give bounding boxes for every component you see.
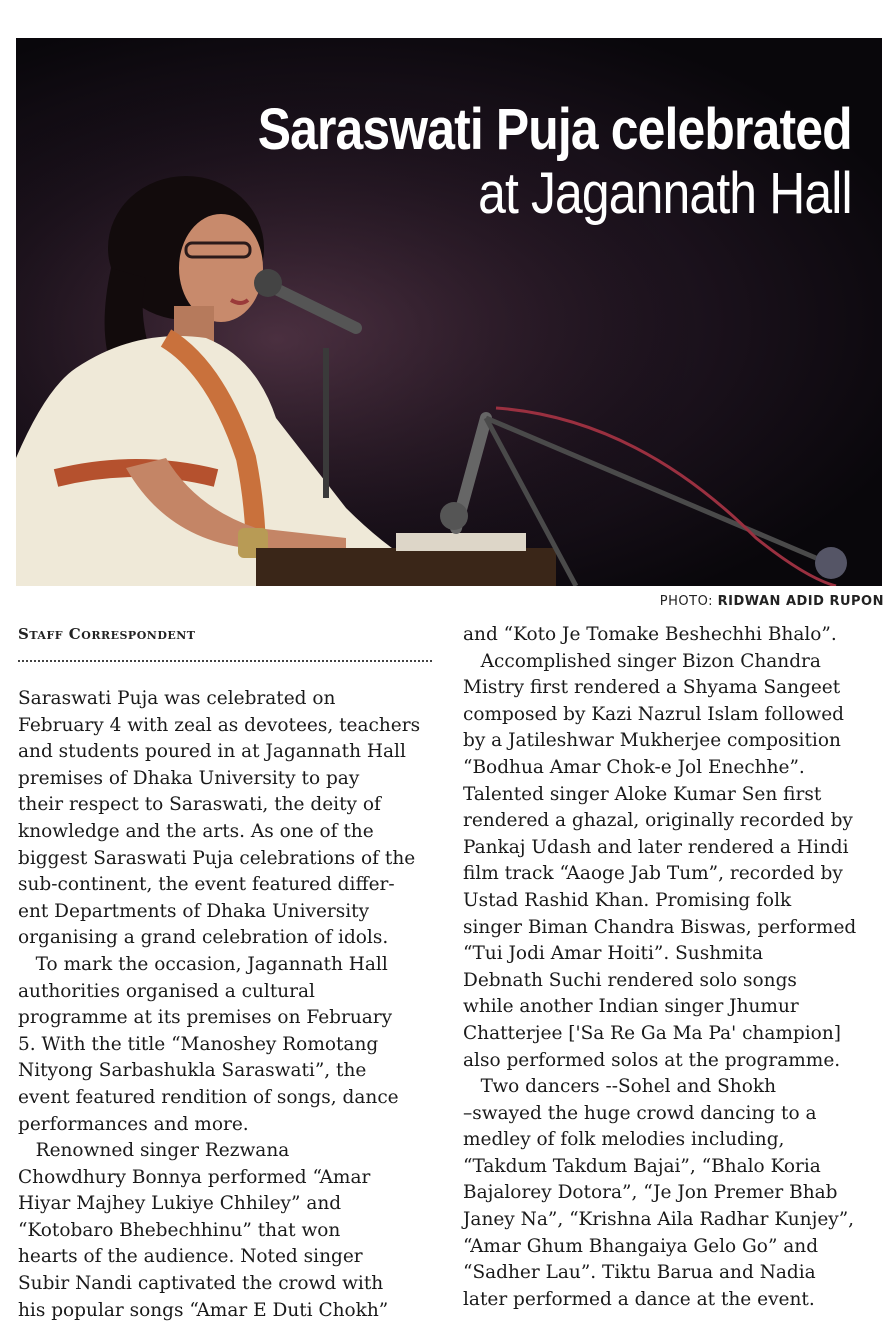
article-line: “Sadher Lau”. Tiktu Barua and Nadia [463,1262,816,1284]
headline [161,98,852,226]
article-line: by a Jatileshwar Mukherjee composition [463,730,841,752]
article-line: and “Koto Je Tomake Beshechhi Bhalo”. [463,624,837,645]
article-line: Talented singer Aloke Kumar Sen first [463,783,822,805]
article-line: film track “Aaoge Jab Tum”, recorded by [463,863,843,885]
article-line: 5. With the title “Manoshey Romotang [18,1033,379,1055]
article-column-1 [18,686,420,1324]
byline-divider [18,660,432,662]
article-line: organising a grand celebration of idols. [18,927,389,949]
article-line: knowledge and the arts. As one of the [18,820,374,842]
article-line: composed by Kazi Nazrul Islam followed [463,703,845,725]
article-line: “Takdum Takdum Bajai”, “Bhalo Koria [463,1155,821,1177]
article-line: singer Biman Chandra Biswas, performed [463,916,857,938]
article-line: authorities organised a cultural [18,980,315,1002]
article-line: programme at its premises on February [18,1007,393,1029]
article-line: Subir Nandi captivated the crowd with [18,1273,384,1295]
article-line: their respect to Saraswati, the deity of [18,794,381,816]
article-line: Chatterjee ['Sa Re Ga Ma Pa' champion] [463,1022,841,1044]
photo-credit [660,594,884,609]
article-line: To mark the occasion, Jagannath Hall [18,953,388,975]
article-line: “Amar Ghum Bhangaiya Gelo Go” and [463,1235,819,1257]
article-line: Debnath Suchi rendered solo songs [463,969,797,991]
article-line: performances and more. [18,1113,249,1135]
article-line: “Kotobaro Bhebechhinu” that won [18,1219,341,1241]
article-line: Mistry first rendered a Shyama Sangeet [463,677,841,699]
article-column-2 [463,622,856,1313]
article-line: Nityong Sarbashukla Saraswati”, the [18,1060,367,1082]
byline: Staff Correspondent [18,625,196,643]
article-line: rendered a ghazal, originally recorded by [463,810,853,832]
article-line: later performed a dance at the event. [463,1288,815,1310]
article-line: “Bodhua Amar Chok-e Jol Enechhe”. [463,756,805,778]
article-line: and students poured in at Jagannath Hall [18,741,406,763]
article-line: sub-continent, the event featured differ- [18,874,395,896]
headline-line-1: Saraswati Puja celebrated [258,97,852,162]
article-line: ent Departments of Dhaka University [18,900,370,922]
article-line: –swayed the huge crowd dancing to a [463,1102,817,1124]
article-line: also performed solos at the programme. [463,1049,841,1071]
article-line: “Tui Jodi Amar Hoiti”. Sushmita [463,943,764,965]
article-line: Saraswati Puja was celebrated on [18,688,336,709]
article-line: February 4 with zeal as devotees, teachers [18,714,421,736]
article-line: Ustad Rashid Khan. Promising folk [463,889,792,911]
article-line: Renowned singer Rezwana [18,1140,290,1162]
article-line: Bajalorey Dotora”, “Je Jon Premer Bhab [463,1182,838,1204]
article-line: biggest Saraswati Puja celebrations of the [18,847,416,869]
article-line: his popular songs “Amar E Duti Chokh” [18,1299,389,1321]
article-line: Pankaj Udash and later rendered a Hindi [463,836,849,858]
photo-credit-name: RIDWAN ADID RUPON [717,594,884,609]
article-photo [16,38,882,586]
article-line: Two dancers --Sohel and Shokh [463,1076,776,1098]
article-line: Chowdhury Bonnya performed “Amar [18,1166,371,1188]
article-line: Hiyar Majhey Lukiye Chhiley” and [18,1193,342,1215]
article-line: premises of Dhaka University to pay [18,767,360,789]
article-line: hearts of the audience. Noted singer [18,1246,363,1268]
article-line: event featured rendition of songs, dance [18,1086,399,1108]
article-line: Accomplished singer Bizon Chandra [463,650,821,672]
article-line: Janey Na”, “Krishna Aila Radhar Kunjey”, [463,1209,855,1231]
article-line: while another Indian singer Jhumur [463,996,799,1018]
article-line: medley of folk melodies including, [463,1129,785,1151]
photo-credit-label: PHOTO: [659,594,713,609]
headline-line-2: at Jagannath Hall [478,161,852,226]
